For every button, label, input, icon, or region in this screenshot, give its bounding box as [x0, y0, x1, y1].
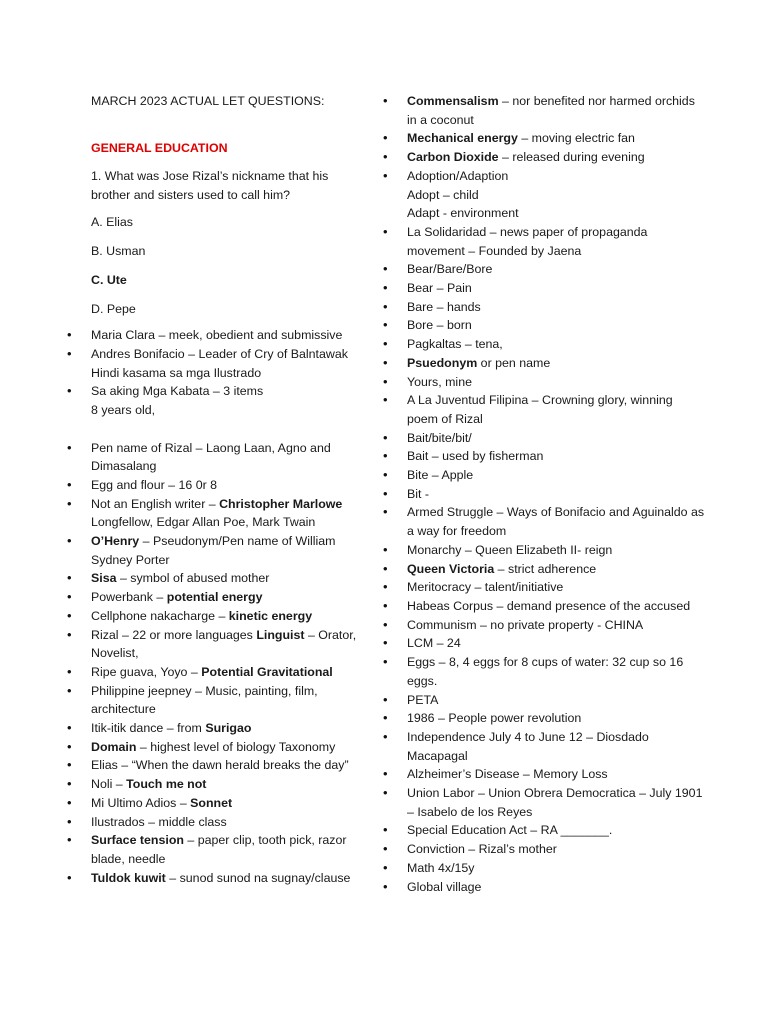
item-text: Powerbank –	[91, 590, 167, 605]
answer-option: A. Elias	[91, 215, 134, 230]
list-item	[407, 541, 707, 560]
list-item	[91, 738, 366, 757]
bold-term: Touch me not	[126, 777, 207, 792]
item-text: Maria Clara – meek, obedient and submissive	[91, 328, 343, 343]
item-text: Meritocracy – talent/initiative	[407, 580, 564, 595]
bold-term: Mechanical energy	[407, 131, 518, 146]
item-text: Math 4x/15y	[407, 860, 475, 875]
item-text: Pen name of Rizal – Laong Laan, Agno and Dimasalang	[91, 440, 331, 474]
list-item	[91, 869, 366, 888]
item-text: Bait – used by fisherman	[407, 449, 544, 464]
list-item	[407, 503, 707, 540]
item-text: – sunod sunod na sugnay/clause	[165, 870, 351, 885]
item-text: – released during evening	[498, 150, 645, 165]
list-continuation	[91, 401, 366, 420]
item-text: Egg and flour – 16 0r 8	[91, 477, 218, 492]
list-item	[407, 765, 707, 784]
bold-term: Linguist	[256, 627, 305, 642]
list-item	[407, 92, 707, 129]
list-item	[91, 626, 366, 663]
list-item	[91, 813, 366, 832]
document-header: MARCH 2023 ACTUAL LET QUESTIONS:	[91, 94, 325, 108]
answer-option: D. Pepe	[91, 301, 136, 316]
list-item	[407, 447, 707, 466]
bold-term: Carbon Dioxide	[407, 150, 499, 165]
item-text: Noli –	[91, 777, 127, 792]
list-item	[407, 223, 707, 260]
item-text: Union Labor – Union Obrera Democratica – July 1901 – Isabelo de los Reyes	[407, 786, 703, 819]
list-item	[91, 682, 366, 719]
bold-term: Commensalism	[407, 94, 499, 108]
list-item	[91, 719, 366, 738]
answer-option: C. Ute	[91, 272, 127, 287]
list-item	[407, 634, 707, 653]
item-text: Ilustrados – middle class	[91, 814, 227, 829]
item-text: – Pseudonym/Pen name of William Sydney Porter	[91, 534, 336, 567]
item-text: Philippine jeepney – Music, painting, film, architecture	[91, 683, 318, 717]
list-item	[407, 709, 707, 728]
list-item	[407, 485, 707, 504]
bold-term: Sonnet	[190, 795, 233, 810]
item-text: Bore – born	[407, 318, 472, 333]
item-text: Longfellow, Edgar Allan Poe, Mark Twain	[91, 515, 316, 530]
item-text: A La Juventud Filipina – Crowning glory, winning poem of Rizal	[407, 393, 673, 426]
item-text: Ripe guava, Yoyo –	[91, 664, 202, 679]
item-text: Mi Ultimo Adios –	[91, 795, 191, 810]
list-item	[91, 495, 366, 532]
item-text: 1986 – People power revolution	[407, 711, 582, 726]
bold-term: kinetic energy	[228, 608, 313, 623]
list-item	[407, 784, 707, 821]
item-text: Adopt – child	[407, 187, 479, 202]
item-text: LCM – 24	[407, 636, 461, 651]
item-text: Special Education Act – RA _______.	[407, 823, 613, 838]
list-item	[91, 439, 366, 476]
bold-term: Surigao	[205, 721, 252, 736]
list-item	[91, 569, 366, 588]
list-item	[407, 298, 707, 317]
bold-term: Sisa	[91, 571, 117, 586]
bold-term: Queen Victoria	[407, 561, 495, 576]
item-text: Monarchy – Queen Elizabeth II- reign	[407, 542, 613, 557]
list-item	[407, 129, 707, 148]
list-item	[407, 466, 707, 485]
bold-term: Surface tension	[91, 833, 184, 848]
list-item	[91, 607, 366, 626]
question-text: 1. What was Jose Rizal’s nickname that his brother and sisters used to call him?	[91, 169, 329, 202]
item-text: La Solidaridad – news paper of propaganda movement – Founded by Jaena	[407, 224, 648, 258]
item-text: Yours, mine	[407, 374, 472, 389]
list-item	[91, 831, 366, 868]
item-text: Eggs – 8, 4 eggs for 8 cups of water: 32 cup so 16 eggs.	[407, 655, 684, 688]
list-item	[407, 859, 707, 878]
list-item	[407, 335, 707, 354]
right-column	[407, 92, 707, 896]
list-item	[407, 878, 707, 897]
item-text: – nor benefited nor harmed orchids in a coconut	[407, 94, 695, 127]
list-item	[407, 616, 707, 635]
item-text: Cellphone nakacharge –	[91, 608, 229, 623]
item-text: Bait/bite/bit/	[407, 430, 472, 445]
list-item	[407, 578, 707, 597]
item-text: Elias – “When the dawn herald breaks the day”	[91, 758, 349, 773]
right-bullet-list	[407, 92, 707, 896]
bold-term: potential energy	[166, 590, 263, 605]
list-continuation	[407, 204, 707, 223]
list-item	[407, 429, 707, 448]
bold-term: Potential Gravitational	[201, 664, 333, 679]
bold-term: Psuedonym	[407, 355, 478, 370]
item-text: Conviction – Rizal’s mother	[407, 842, 557, 857]
list-item	[407, 354, 707, 373]
item-text: – paper clip, tooth pick, razor blade, needle	[91, 833, 347, 866]
list-item	[407, 560, 707, 579]
bold-term: Christopher Marlowe	[219, 496, 343, 511]
left-column	[91, 92, 366, 887]
bold-term: O’Henry	[91, 534, 140, 549]
item-text: – Orator, Novelist,	[91, 627, 357, 661]
item-text: Bit -	[407, 486, 430, 501]
item-text: – highest level of biology Taxonomy	[136, 739, 336, 754]
item-text: Adoption/Adaption	[407, 168, 509, 183]
item-text: Bear – Pain	[407, 281, 472, 296]
list-continuation	[91, 420, 366, 439]
list-item	[407, 316, 707, 335]
list-item	[407, 279, 707, 298]
list-item	[407, 167, 707, 186]
item-text: Alzheimer’s Disease – Memory Loss	[407, 767, 608, 782]
list-item	[407, 391, 707, 428]
item-text: Independence July 4 to June 12 – Diosdado Macapagal	[407, 729, 649, 763]
list-item	[407, 653, 707, 690]
item-text: – moving electric fan	[517, 131, 635, 146]
item-text: Andres Bonifacio – Leader of Cry of Balntawak	[91, 347, 348, 361]
item-text: Adapt - environment	[407, 206, 519, 221]
list-item	[407, 148, 707, 167]
item-text: Bear/Bare/Bore	[407, 262, 493, 277]
item-text: Bare – hands	[407, 299, 481, 314]
answer-option: B. Usman	[91, 244, 146, 259]
list-item	[91, 382, 366, 401]
item-text: Not an English writer –	[91, 496, 220, 511]
list-item	[91, 532, 366, 569]
item-text: – strict adherence	[494, 561, 597, 576]
list-item	[407, 728, 707, 765]
list-item	[407, 821, 707, 840]
item-text: Itik-itik dance – from	[91, 721, 206, 736]
item-text: Communism – no private property - CHINA	[407, 617, 644, 632]
item-text: Pagkaltas – tena,	[407, 337, 503, 352]
item-text: Armed Struggle – Ways of Bonifacio and Aguinaldo as a way for freedom	[407, 505, 705, 539]
item-text: Global village	[407, 879, 482, 894]
bold-term: Domain	[91, 739, 137, 754]
section-heading: GENERAL EDUCATION	[91, 141, 228, 156]
item-text: PETA	[407, 692, 439, 707]
item-text: – symbol of abused mother	[116, 571, 270, 586]
list-item	[91, 476, 366, 495]
item-text: 8 years old,	[91, 403, 156, 418]
list-item	[91, 756, 366, 775]
list-item	[91, 775, 366, 794]
list-item	[407, 260, 707, 279]
list-item	[91, 588, 366, 607]
list-item	[407, 373, 707, 392]
left-bullet-list	[91, 326, 366, 887]
list-item	[91, 663, 366, 682]
item-text: Bite – Apple	[407, 468, 474, 483]
list-item	[91, 794, 366, 813]
list-item	[407, 691, 707, 710]
list-item	[91, 345, 366, 364]
list-item	[407, 597, 707, 616]
item-text: Hindi kasama sa mga Ilustrado	[91, 365, 262, 380]
list-item	[91, 326, 366, 345]
answer-options	[91, 213, 366, 326]
list-continuation	[91, 364, 366, 383]
item-text: Rizal – 22 or more languages	[91, 627, 257, 642]
list-continuation	[407, 186, 707, 205]
list-item	[407, 840, 707, 859]
item-text: or pen name	[477, 355, 551, 370]
item-text: Sa aking Mga Kabata – 3 items	[91, 384, 264, 399]
item-text: Habeas Corpus – demand presence of the accused	[407, 598, 691, 613]
bold-term: Tuldok kuwit	[91, 870, 166, 885]
